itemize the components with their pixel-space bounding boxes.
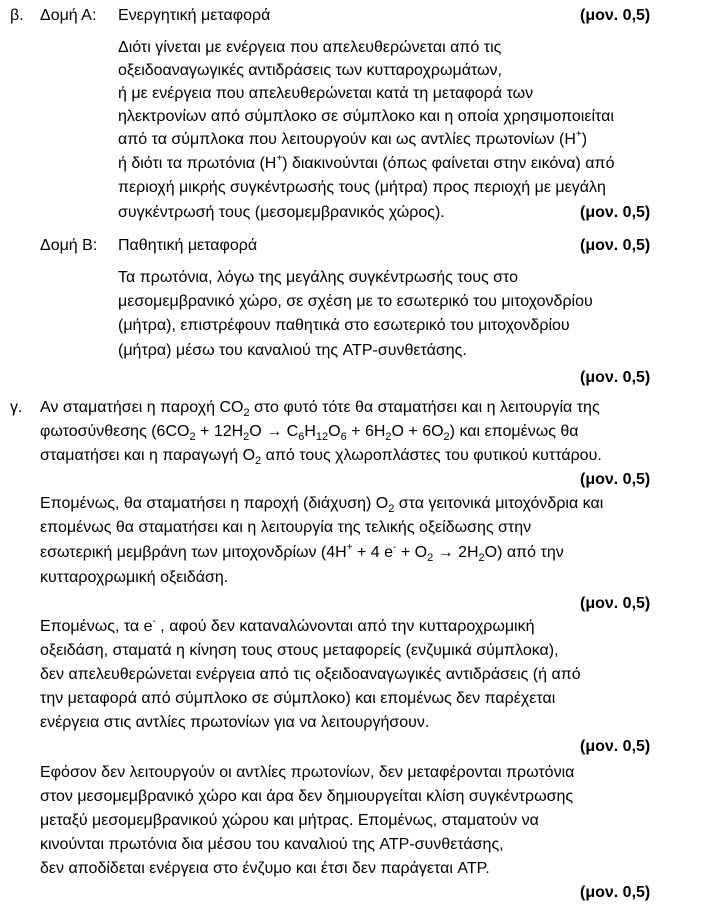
text-line: την μεταφορά από σύμπλοκο σε σύμπλοκο) και επομένως δεν παρέχεται bbox=[40, 690, 556, 707]
structure-b-label: Δομή Β: bbox=[40, 237, 98, 254]
score-mark: (μον. 0,5) bbox=[580, 595, 651, 612]
text-line: (μήτρα) μέσω του καναλιού της ATP-συνθετάσης. bbox=[118, 342, 467, 359]
text-line: οξειδοαναγωγικές αντιδράσεις των κυτταροχρωμάτων, bbox=[118, 62, 502, 79]
text-line: κυτταροχρωμική οξειδάση. bbox=[40, 569, 229, 586]
text-line: στον μεσομεμβρανικό χώρο και άρα δεν δημιουργείται κλίση συγκέντρωσης bbox=[40, 788, 574, 805]
text-line: Επομένως, τα e- , αφού δεν καταναλώνονται από την κυτταροχρωμική bbox=[40, 616, 535, 635]
text-line: Τα πρωτόνια, λόγω της μεγάλης συγκέντρωσής τους στο bbox=[118, 269, 519, 286]
oxidation-equation-line: εσωτερική μεμβράνη των μιτοχονδρίων (4H+ + 4 $e^- + O_2 \to 2H_2O$) από την bbox=[40, 542, 564, 564]
structure-b-title: Παθητική μεταφορά bbox=[118, 237, 258, 254]
structure-a-label: Δομή Α: bbox=[40, 7, 97, 24]
text-line: (μήτρα), επιστρέφουν παθητικά στο εσωτερικό του μιτοχονδρίου bbox=[118, 317, 570, 334]
text-line: Αν σταματήσει η παροχή $CO_2$ στο φυτό τότε θα σταματήσει και η λειτουργία της bbox=[40, 399, 600, 419]
section-label-gamma: γ. bbox=[10, 399, 23, 416]
text-line: περιοχή μικρής συγκέντρωσής τους (μήτρα) προς περιοχή με μεγάλη bbox=[118, 179, 606, 196]
score-mark: (μον. 0,5) bbox=[580, 369, 651, 386]
text-line: μεταξύ μεσομεμβρανικού χώρου και μήτρας. Επομένως, σταματούν να bbox=[40, 812, 539, 829]
score-mark: (μον. 0,5) bbox=[580, 884, 651, 901]
text-line: συγκέντρωσή τους (μεσομεμβρανικός χώρος). bbox=[118, 204, 445, 221]
text-line: ενέργεια στις αντλίες πρωτονίων για να λειτουργήσουν. bbox=[40, 714, 430, 731]
text-line: μεσομεμβρανικό χώρο, σε σχέση με το εσωτερικό του μιτοχονδρίου bbox=[118, 293, 593, 310]
text-line: σταματήσει και η παραγωγή $O_2$ από τους χλωροπλάστες του φυτικού κυττάρου. bbox=[40, 447, 602, 467]
section-label-beta: β. bbox=[10, 7, 24, 24]
score-mark: (μον. 0,5) bbox=[580, 204, 651, 221]
text-line: ή με ενέργεια που απελευθερώνεται κατά τη μεταφορά των bbox=[118, 85, 534, 102]
text-line: Διότι γίνεται με ενέργεια που απελευθερώνεται από τις bbox=[118, 39, 502, 56]
text-line: οξειδάση, σταματά η κίνηση τους στους μεταφορείς (ενζυμικά σύμπλοκα), bbox=[40, 642, 559, 659]
text-line: ή διότι τα πρωτόνια (H+) διακινούνται (όπως φαίνεται στην εικόνα) από bbox=[118, 153, 615, 172]
text-line: ηλεκτρονίων από σύμπλοκο σε σύμπλοκο και η οποία χρησιμοποιείται bbox=[118, 108, 614, 125]
text-line: επομένως θα σταματήσει και η λειτουργία της τελικής οξείδωσης στην bbox=[40, 519, 532, 536]
structure-b-score: (μον. 0,5) bbox=[580, 237, 651, 254]
structure-a-title: Ενεργητική μεταφορά bbox=[118, 7, 271, 24]
structure-a-score: (μον. 0,5) bbox=[580, 7, 651, 24]
text-line: δεν αποδίδεται ενέργεια στο ένζυμο και έτσι δεν παράγεται ATP. bbox=[40, 860, 490, 877]
text-line: Επομένως, θα σταματήσει η παροχή (διάχυση) $O_2$ στα γειτονικά μιτοχόνδρια και bbox=[40, 495, 604, 515]
text-line: κινούνται πρωτόνια δια μέσου του καναλιού της ATP-συνθετάσης, bbox=[40, 836, 504, 853]
score-mark: (μον. 0,5) bbox=[580, 738, 651, 755]
text-line: Εφόσον δεν λειτουργούν οι αντλίες πρωτονίων, δεν μεταφέρονται πρωτόνια bbox=[40, 764, 575, 781]
text-line: δεν απελευθερώνεται ενέργεια από τις οξειδοαναγωγικές αντιδράσεις (ή από bbox=[40, 666, 581, 683]
text-line: από τα σύμπλοκα που λειτουργούν και ως αντλίες πρωτονίων (H+) bbox=[118, 129, 588, 148]
score-mark: (μον. 0,5) bbox=[580, 471, 651, 488]
photosynthesis-equation-line: φωτοσύνθεσης $(6CO_2 + 12H_2O \to C_6H_{12}O_6 + 6H_2O + 6O_2)$ και επομένως θα bbox=[40, 423, 579, 443]
